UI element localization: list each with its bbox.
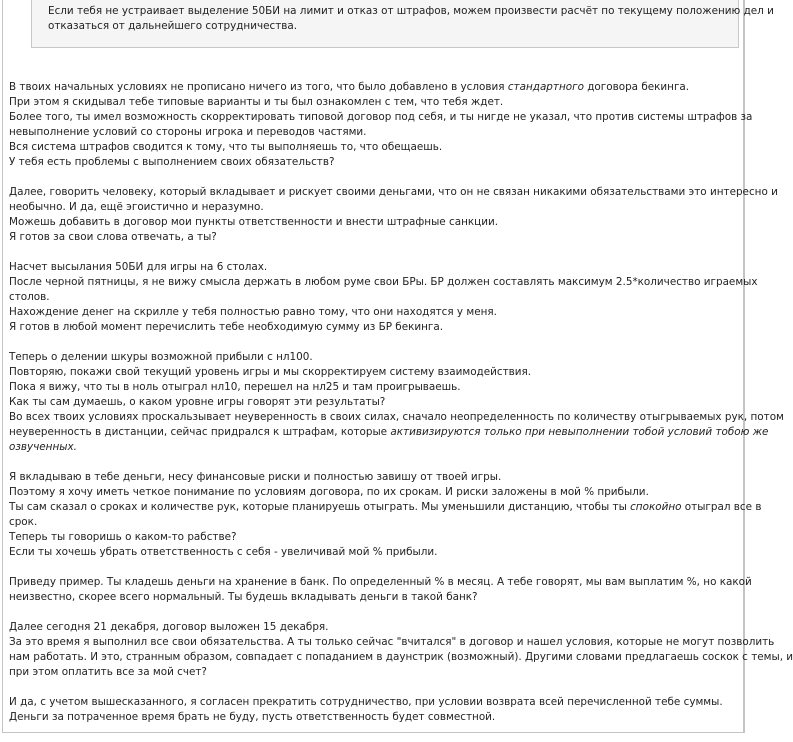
- text-segment: Приведу пример. Ты кладешь деньги на хранение в банк. По определенный % в месяц. А тебе говорят, мы вам выплатим %, но какой: [9, 576, 752, 588]
- text-line: [9, 80, 739, 95]
- text-line: [9, 620, 739, 635]
- quote-line: отказаться от дальнейшего сотрудничества.: [48, 20, 298, 32]
- text-segment: неуверенность в дистанции, сейчас придрался к штрафам, которые: [9, 426, 391, 438]
- text-line: [9, 260, 739, 275]
- paragraph: [9, 695, 739, 725]
- text-line: [9, 710, 739, 725]
- paragraph: [9, 470, 762, 560]
- paragraph: [9, 260, 758, 335]
- text-line: [9, 125, 739, 140]
- paragraph: [9, 185, 778, 245]
- text-line: [9, 395, 739, 410]
- text-line: [9, 650, 793, 665]
- text-line: [9, 155, 739, 170]
- paragraph: [9, 350, 784, 455]
- text-segment: договора бекинга.: [583, 81, 690, 93]
- text-segment: Как ты сам думаешь, о каком уровне игры говорят эти результаты?: [9, 396, 386, 408]
- text-line: [9, 290, 739, 305]
- text-line: [9, 140, 739, 155]
- text-segment: И да, с учетом вышесказанного, я согласен прекратить сотрудничество, при условии возврата всей перечисленной тебе суммы.: [9, 696, 723, 708]
- text-segment: У тебя есть проблемы с выполнением своих обязательств?: [9, 156, 335, 168]
- text-segment: нам работать. И это, странным образом, совпадает с попаданием в даунстрик (возможный). Другими словами предлагаешь соскок с темы, и: [9, 651, 793, 663]
- emphasized-text: стандартного: [507, 81, 584, 93]
- text-line: [9, 515, 739, 530]
- text-line: [9, 440, 739, 455]
- text-segment: Нахождение денег на скрилле у тебя полностью равно тому, что они находятся у меня.: [9, 306, 497, 318]
- text-line: [9, 485, 739, 500]
- text-segment: Более того, ты имел возможность скорректировать типовой договор под себя, и ты нигде не указал, что против системы штрафов за: [9, 111, 753, 123]
- text-segment: Пока я вижу, что ты в ноль отыграл нл10, перешел на нл25 и там проигрываешь.: [9, 381, 461, 393]
- text-line: [9, 365, 739, 380]
- text-segment: Деньги за потраченное время брать не буду, пусть ответственность будет совместной.: [9, 711, 496, 723]
- paragraph: [9, 620, 793, 680]
- text-line: [9, 635, 775, 650]
- text-segment: Теперь ты говоришь о каком-то рабстве?: [9, 531, 237, 543]
- text-line: [9, 200, 739, 215]
- text-line: [9, 590, 739, 605]
- post-body: [9, 80, 793, 725]
- text-line: [9, 665, 739, 680]
- text-segment: Далее сегодня 21 декабря, договор выложен 15 декабря.: [9, 621, 329, 633]
- text-line: [9, 410, 784, 425]
- text-line: [9, 695, 739, 710]
- text-line: [9, 275, 758, 290]
- text-line: [9, 545, 739, 560]
- text-segment: Повторяю, покажи свой текущий уровень игры и мы скорректируем систему взаимодействия.: [9, 366, 532, 378]
- text-segment: В твоих начальных условиях не прописано ничего из того, что было добавлено в условия: [9, 81, 508, 93]
- text-line: [9, 110, 753, 125]
- text-segment: За это время я выполнил все свои обязательства. А ты только сейчас "вчитался" в договор и нашел условия, которые не могут позволить: [9, 636, 775, 648]
- text-line: [9, 500, 762, 515]
- text-segment: После черной пятницы, я не вижу смысла держать в любом руме свои БРы. БР должен составлять максимум 2.5*количество играемых: [9, 276, 758, 288]
- text-segment: Если ты хочешь убрать ответственность с себя - увеличивай мой % прибыли.: [9, 546, 438, 558]
- quote-block: [31, 0, 774, 48]
- text-line: [9, 380, 739, 395]
- emphasized-text: озвученных.: [9, 441, 77, 453]
- quote-line: Если тебя не устраивает выделение 50БИ на лимит и отказ от штрафов, можем произвести расчёт по текущему положению дел и: [48, 5, 774, 17]
- text-segment: столов.: [9, 291, 50, 303]
- text-line: [9, 470, 739, 485]
- text-segment: неизвестно, скорее всего нормальный. Ты будешь вкладывать деньги в такой банк?: [9, 591, 478, 603]
- text-segment: Поэтому я хочу иметь четкое понимание по условиям договора, по их срокам. И риски заложены в мой % прибыли.: [9, 486, 649, 498]
- text-line: [9, 95, 739, 110]
- text-line: [9, 320, 739, 335]
- text-segment: Вся система штрафов сводится к тому, что ты выполняешь то, что обещаешь.: [9, 141, 443, 153]
- paragraph: [9, 575, 752, 605]
- text-line: [9, 215, 739, 230]
- text-line: [9, 530, 739, 545]
- text-segment: Во всех твоих условиях проскальзывает неуверенность в своих силах, сначало неопределенность по количеству отыгрываемых рук, потом: [9, 411, 784, 423]
- text-segment: Я готов за свои слова отвечать, а ты?: [9, 231, 217, 243]
- text-segment: Я готов в любой момент перечислить тебе необходимую сумму из БР бекинга.: [9, 321, 444, 333]
- text-line: [9, 230, 739, 245]
- text-segment: при этом оплатить все за мой счет?: [9, 666, 207, 678]
- text-segment: При этом я скидывал тебе типовые варианты и ты был ознакомлен с тем, что тебя ждет.: [9, 96, 504, 108]
- text-segment: Насчет высылания 50БИ для игры на 6 столах.: [9, 261, 268, 273]
- emphasized-text: спокойно: [630, 501, 682, 513]
- paragraph: [9, 80, 753, 170]
- text-line: [9, 185, 778, 200]
- text-segment: отыграл все в: [681, 501, 762, 513]
- text-line: [9, 425, 769, 440]
- text-segment: Я вкладываю в тебе деньги, несу финансовые риски и полностью завишу от твоей игры.: [9, 471, 502, 483]
- text-segment: срок.: [9, 516, 38, 528]
- text-line: [9, 305, 739, 320]
- text-segment: Теперь о делении шкуры возможной прибыли с нл100.: [9, 351, 313, 363]
- text-segment: Далее, говорить человеку, который вкладывает и рискует своими деньгами, что он не связан никакими обязательствами это интересно и: [9, 186, 778, 198]
- forum-post: [2, 0, 793, 733]
- text-line: [9, 350, 739, 365]
- emphasized-text: активизируются только при невыполнении тобой условий тобою же: [390, 426, 769, 438]
- text-segment: невыполнение условий со стороны игрока и переводов частями.: [9, 126, 367, 138]
- text-segment: необычно. И да, ещё эгоистично и неразумно.: [9, 201, 264, 213]
- text-segment: Ты сам сказал о сроках и количестве рук, которые планируешь отыграть. Мы уменьшили дистанцию, чтобы ты: [9, 501, 631, 513]
- text-segment: Можешь добавить в договор мои пункты ответственности и внести штрафные санкции.: [9, 216, 499, 228]
- text-line: [9, 575, 752, 590]
